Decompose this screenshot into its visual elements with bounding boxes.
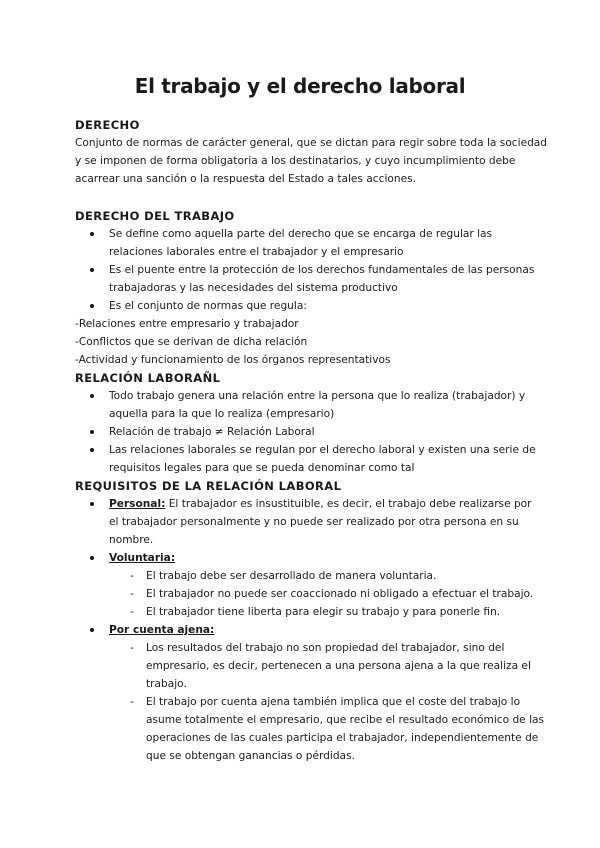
dash-line: -Conflictos que se derivan de dicha relación [75,336,308,348]
text-line: - El trabajador tiene liberta para elegir su trabajo y para ponerle fin. [146,606,501,618]
list-item-ajena [75,621,555,639]
list-item-voluntaria [75,549,555,567]
heading-relacion-laboral: RELACIÓN LABORAÑL [75,371,221,385]
text-line: requisitos legales para que se pueda denominar como tal [109,462,415,474]
label-personal: Personal: [109,498,166,510]
list-item [75,297,555,315]
list-item [75,225,555,261]
sub-list-item [75,639,555,693]
list-item [75,387,555,423]
heading-requisitos: REQUISITOS DE LA RELACIÓN LABORAL [75,479,342,493]
sub-list-item [75,585,555,603]
text-line: aquella para la que lo realiza (empresario) [109,408,335,420]
text-line: y se imponen de forma obligatoria a los destinatarios, y cuyo incumplimiento debe [75,155,516,167]
paragraph-derecho [75,134,555,188]
text-line: - El trabajo por cuenta ajena también implica que el coste del trabajo lo [146,696,521,708]
dash-line: -Relaciones entre empresario y trabajador [75,318,299,330]
list-item [75,423,555,441]
text-line: Las relaciones laborales se regulan por el derecho laboral y existen una serie de [109,444,536,456]
text-line: Es el puente entre la protección de los derechos fundamentales de las personas [109,264,535,276]
label-por-cuenta-ajena: Por cuenta ajena: [109,624,215,636]
document-body [75,116,555,765]
text-line: Se define como aquella parte del derecho que se encarga de regular las [109,228,493,240]
text-line: Es el conjunto de normas que regula: [109,300,307,312]
text-line: Conjunto de normas de carácter general, que se dictan para regir sobre toda la sociedad [75,137,548,149]
document-title: El trabajo y el derecho laboral [134,74,466,98]
sub-list-item [75,693,555,765]
list-item [75,261,555,297]
text-line: empresario, es decir, pertenecen a una persona ajena a la que realiza el [146,660,531,672]
list-item [75,441,555,477]
text-line: Todo trabajo genera una relación entre la persona que lo realiza (trabajador) y [109,390,526,402]
sub-list-item [75,567,555,585]
text-line: trabajo. [146,678,187,690]
text-line: el trabajador personalmente y no puede ser realizado por otra persona en su [109,516,519,528]
text-line: nombre. [109,534,154,546]
text-line: trabajadoras y las necesidades del sistema productivo [109,282,398,294]
label-voluntaria: Voluntaria: [109,552,176,564]
text-line: - Los resultados del trabajo no son propiedad del trabajador, sino del [146,642,505,654]
text-line: asume totalmente el empresario, que recibe el resultado económico de las [146,714,545,726]
text-line: acarrear una sanción o la respuesta del Estado a tales acciones. [75,173,416,185]
sub-list-item [75,603,555,621]
dash-line: -Actividad y funcionamiento de los órganos representativos [75,354,391,366]
heading-derecho: DERECHO [75,118,140,132]
text-line: - El trabajador no puede ser coaccionado ni obligado a efectuar el trabajo. [146,588,534,600]
text-line: Relación de trabajo ≠ Relación Laboral [109,426,315,438]
text-line: relaciones laborales entre el trabajador y el empresario [109,246,404,258]
text-line: operaciones de las cuales participa el trabajador, independientemente de [146,732,539,744]
heading-derecho-trabajo: DERECHO DEL TRABAJO [75,209,235,223]
text-line: que se obtengan ganancias o pérdidas. [146,750,355,762]
text-line: El trabajador es insustituible, es decir, el trabajo debe realizarse por [165,498,532,510]
text-line: - El trabajo debe ser desarrollado de manera voluntaria. [146,570,437,582]
list-item-personal [75,495,555,549]
